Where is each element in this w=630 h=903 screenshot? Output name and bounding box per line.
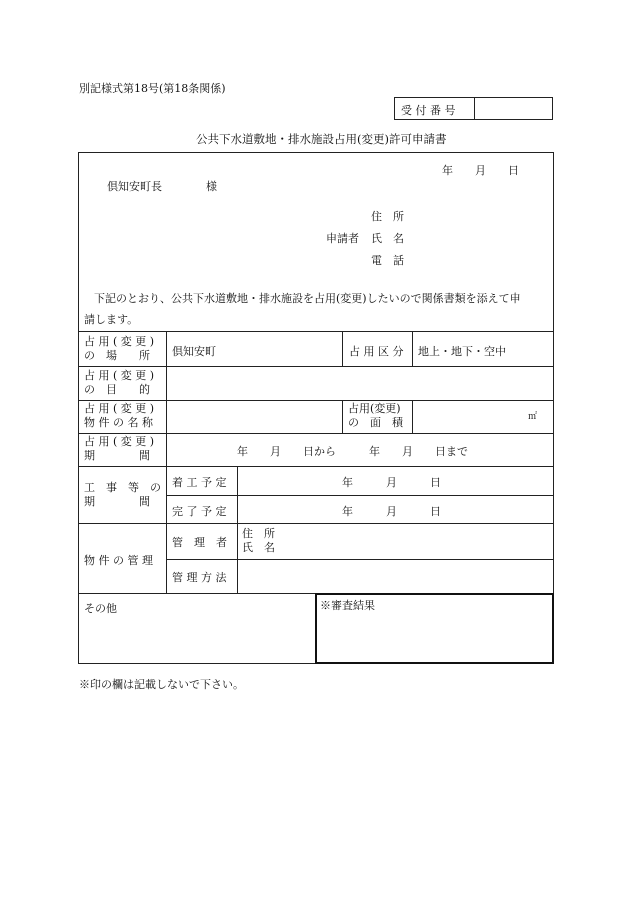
other-field[interactable] (82, 615, 310, 661)
applicant-phone-field[interactable] (412, 248, 550, 266)
start-date[interactable]: 年 月 日 (342, 476, 441, 489)
addressee: 倶知安町長 様 (107, 180, 217, 193)
request-text-line-2: 請します。 (84, 313, 139, 326)
end-date[interactable]: 年 月 日 (342, 505, 441, 518)
application-date: 年 月 日 (442, 164, 519, 177)
request-text-line-1: 下記のとおり、公共下水道敷地・排水施設を占用(変更)したいので関係書類を添えて申 (94, 292, 521, 305)
manager-label: 管 理 者 (172, 536, 227, 549)
start-label: 着 工 予 定 (172, 476, 227, 489)
manager-field[interactable] (284, 526, 550, 556)
reception-number-label: 受 付 番 号 (401, 104, 456, 117)
method-field[interactable] (241, 562, 550, 590)
place-value: 倶知安町 (172, 345, 216, 358)
object-name-label: 占 用 ( 変 更 ) 物 件 の 名 称 (84, 402, 155, 429)
reception-number-field[interactable] (476, 99, 551, 118)
object-name-field[interactable] (170, 403, 338, 430)
address-label: 住 所 (371, 210, 404, 223)
name-label: 氏 名 (371, 232, 404, 245)
review-label: ※審査結果 (320, 599, 375, 612)
purpose-field[interactable] (170, 369, 550, 397)
area-label: 占用(変更) の 面 積 (348, 402, 403, 429)
category-label: 占 用 区 分 (349, 345, 404, 358)
place-field[interactable] (220, 334, 338, 363)
area-field[interactable] (416, 403, 526, 430)
category-options[interactable]: 地上・地下・空中 (418, 345, 506, 358)
phone-label: 電 話 (371, 254, 404, 267)
management-label: 物 件 の 管 理 (84, 554, 153, 567)
applicant-label: 申請者 (326, 232, 359, 245)
works-period-label: 工 事 等 の 期 間 (84, 481, 161, 508)
applicant-address-field[interactable] (412, 204, 550, 222)
period-value[interactable]: 年 月 日から 年 月 日まで (237, 445, 468, 458)
other-label: その他 (84, 602, 117, 615)
place-label: 占 用 ( 変 更 ) の 場 所 (84, 335, 155, 362)
period-label: 占 用 ( 変 更 ) 期 間 (84, 435, 155, 462)
method-label: 管 理 方 法 (172, 571, 227, 584)
area-unit: ㎡ (528, 412, 538, 422)
purpose-label: 占 用 ( 変 更 ) の 目 的 (84, 369, 155, 396)
footer-note: ※印の欄は記載しないで下さい。 (79, 678, 244, 691)
end-label: 完 了 予 定 (172, 505, 227, 518)
manager-address-name-labels: 住 所 氏 名 (242, 527, 275, 554)
applicant-name-field[interactable] (412, 226, 550, 244)
form-title: 公共下水道敷地・排水施設占用(変更)許可申請書 (196, 132, 447, 146)
form-number: 別記様式第18号(第18条関係) (79, 82, 226, 95)
